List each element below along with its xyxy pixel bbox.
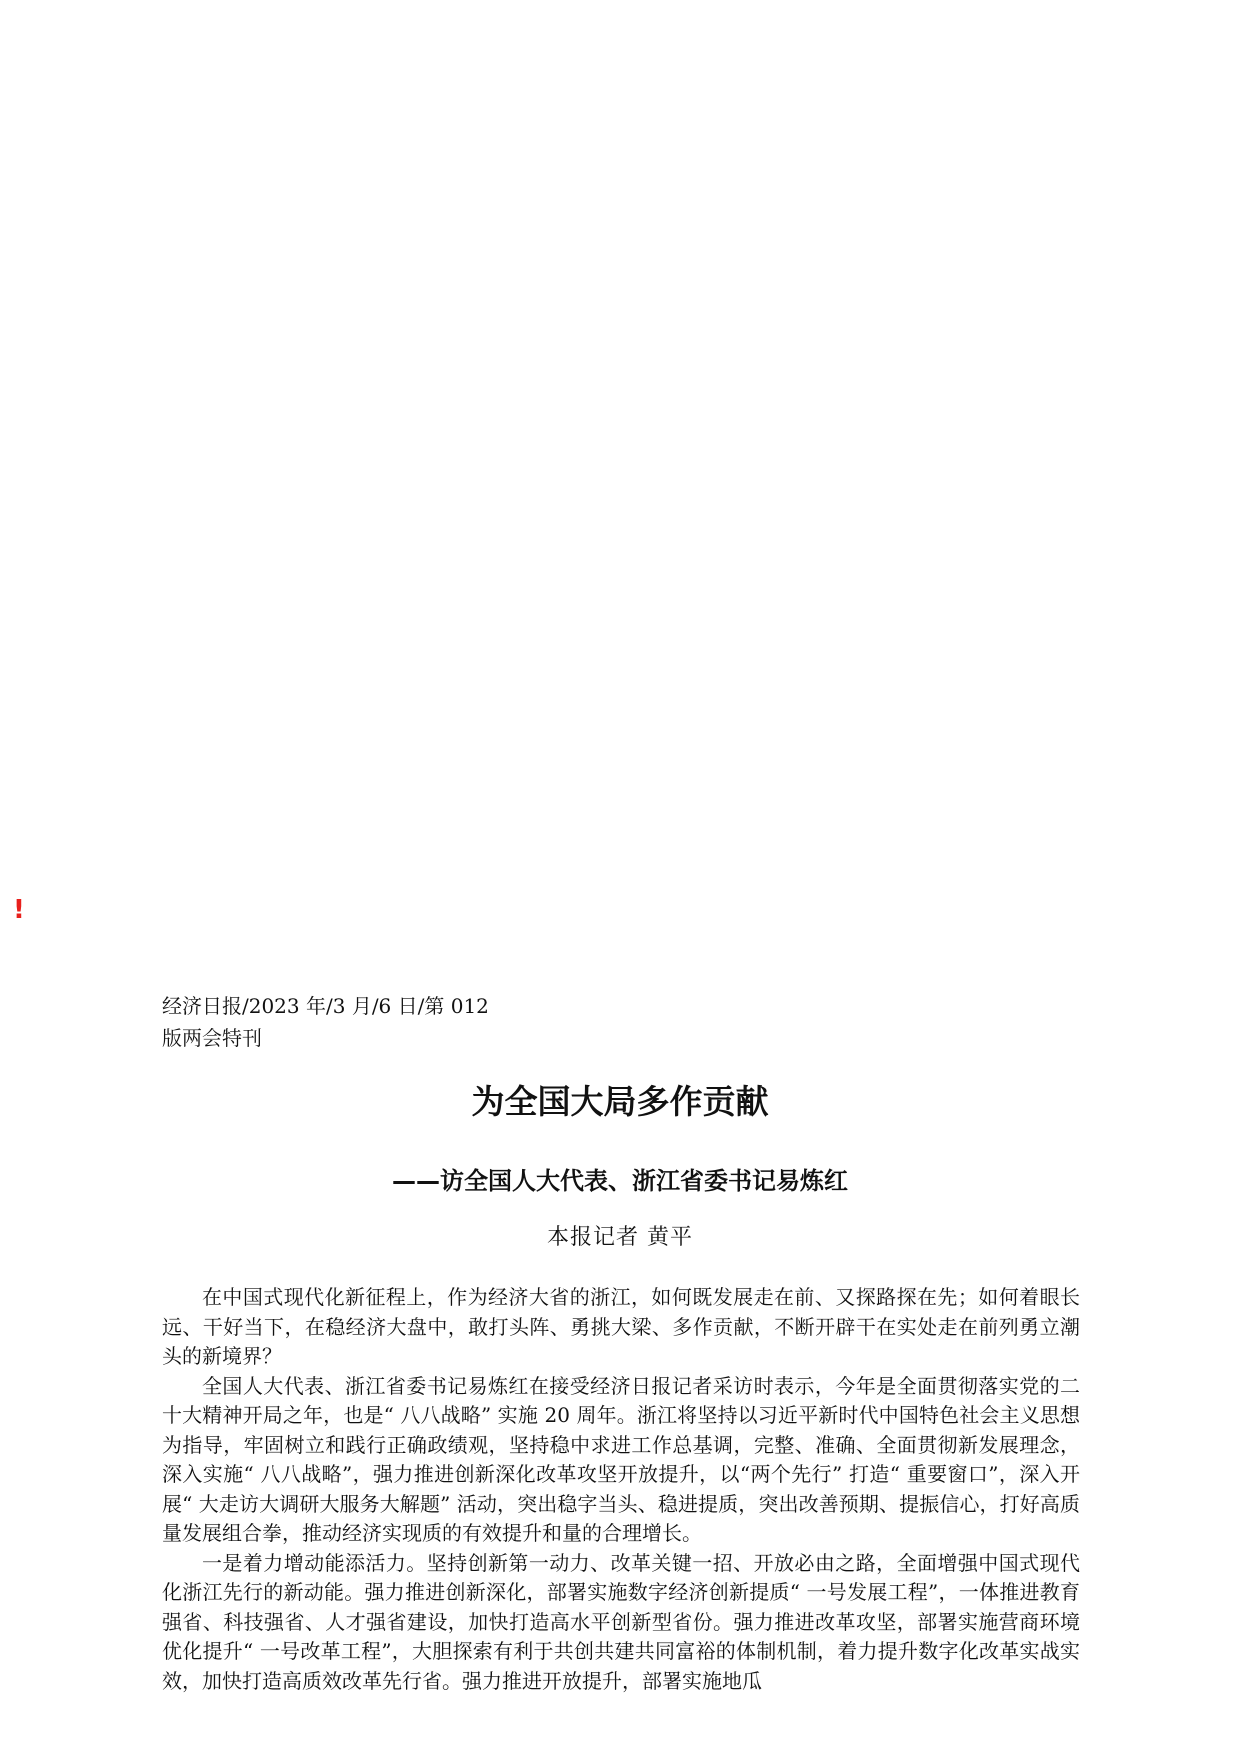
red-exclamation-mark: ! bbox=[13, 895, 25, 925]
article-subtitle: ——访全国人大代表、浙江省委书记易炼红 bbox=[392, 1167, 848, 1195]
paragraph: 在中国式现代化新征程上，作为经济大省的浙江，如何既发展走在前、又探路探在先；如何着眼长远、干好当下，在稳经济大盘中，敢打头阵、勇挑大梁、多作贡献，不断开辟干在实处走在前列勇立潮头的新境界？ bbox=[162, 1285, 1080, 1368]
article-body bbox=[162, 1283, 1080, 1696]
byline: 本报记者 黄平 bbox=[547, 1225, 693, 1250]
article-title: 为全国大局多作贡献 bbox=[471, 1082, 769, 1121]
paragraph: 一是着力增动能添活力。坚持创新第一动力、改革关键一招、开放必由之路，全面增强中国式现代化浙江先行的新动能。强力推进创新深化，部署实施数字经济创新提质“ 一号发展工程”，一体推进教育强省、科技强省、人才强省建设，加快打造高水平创新型省份。强力推进改革攻坚，部署实施营商环境优化提升“ 一号改革工程”，大胆探索有利于共创共建共同富裕的体制机制，着力提升数字化改革实战实效，加快打造高质效改革先行省。强力推进开放提升，部署实施地瓜 bbox=[162, 1550, 1080, 1693]
source-line: 经济日报/2023 年/3 月/6 日/第 012 版两会特刊 bbox=[162, 994, 489, 1050]
paragraph: 全国人大代表、浙江省委书记易炼红在接受经济日报记者采访时表示，今年是全面贯彻落实党的二十大精神开局之年，也是“ 八八战略” 实施 20 周年。浙江将坚持以习近平新时代中国特色社会主义思想为指导，牢固树立和践行正确政绩观，坚持稳中求进工作总基调，完整、准确、全面贯彻新发展理念，深入实施“ 八八战略”，强力推进创新深化改革攻坚开放提升，以“两个先行” 打造“ 重要窗口”，深入开展“ 大走访大调研大服务大解题” 活动，突出稳字当头、稳进提质，突出改善预期、提振信心，打好高质量发展组合拳，推动经济实现质的有效提升和量的合理增长。 bbox=[162, 1373, 1080, 1545]
